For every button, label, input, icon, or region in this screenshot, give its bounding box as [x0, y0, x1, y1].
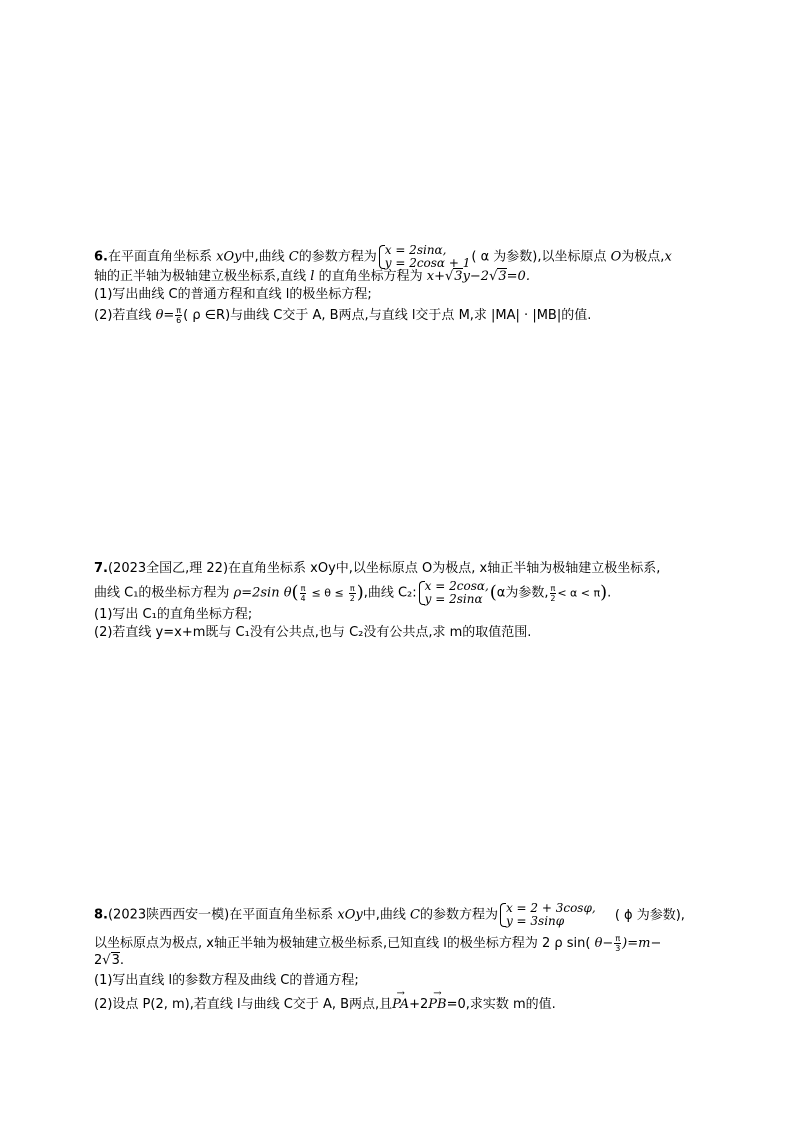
problem-number: 6. — [94, 249, 108, 265]
problem-number: 7. — [94, 561, 108, 576]
problem-6-line-1: 6.在平面直角坐标系 xOy中,曲线 C的参数方程为 x = 2sinα, y = 2cosα + 1 ( α 为参数),以坐标原点 O为极点,x — [94, 243, 672, 270]
problem-8-line-1: 8.(2023陕西西安一模)在平面直角坐标系 xOy中,曲线 C的参数方程为 x = 2 + 3cosφ, y = 3sinφ ( ϕ 为参数), — [94, 901, 685, 928]
question-2: (2)若直线 y=x+m既与 C₁没有公共点,也与 C₂没有公共点,求 m的取值范围. — [94, 625, 532, 640]
parametric-system: x = 2sinα, y = 2cosα + 1 — [378, 244, 471, 270]
question-1: (1)写出曲线 C的普通方程和直线 l的极坐标方程; — [94, 287, 372, 302]
problem-number: 8. — [94, 907, 108, 923]
problem-8 — [94, 902, 714, 1014]
problem-7-line-1: 7.(2023全国乙,理 22)在直角坐标系 xOy中,以坐标原点 O为极点, x轴正半轴为极轴建立极坐标系, — [94, 561, 661, 576]
problem-6-line-2: 轴的正半轴为极轴建立极坐标系,直线 l 的直角坐标方程为 x+√3y−2√3=0. — [94, 269, 530, 284]
vector-pb: → PB — [428, 996, 446, 1014]
problem-8-line-2: 以坐标原点为极点, x轴正半轴为极轴建立极坐标系,已知直线 l的极坐标方程为 2 ρ sin( θ− $\frac{\pi}{3}$ )=m− — [94, 934, 662, 953]
parametric-system: x = 2cosα, y = 2sinα — [418, 580, 489, 606]
parametric-system: x = 2 + 3cosφ, y = 3sinφ — [499, 902, 596, 928]
question-1: (1)写出 C₁的直角坐标方程; — [94, 607, 253, 622]
question-1: (1)写出直线 l的参数方程及曲线 C的普通方程; — [94, 973, 359, 988]
problem-7 — [94, 560, 714, 642]
vector-pa: → PA — [392, 996, 409, 1014]
question-2: (2)若直线 θ= $\frac{\pi}{6}$ ( ρ ∈R)与曲线 C交于 A, B两点,与直线 l交于点 M,求 |MA| · |MB|的值. — [94, 306, 592, 325]
line-equation: x+√3y−2√3=0. — [426, 269, 530, 284]
question-2: (2)设点 P(2, m),若直线 l与曲线 C交于 A, B两点,且→ PA+2→ PB=0,求实数 m的值. — [94, 996, 714, 1014]
fraction: $\frac{\pi}{6}$ — [176, 306, 182, 325]
problem-6 — [94, 244, 714, 324]
problem-7-line-2: 曲线 C₁的极坐标方程为 ρ=2sin θ( $\frac{\pi}{4}$ ≤ θ ≤ $\frac{\pi}{2}$ ),曲线 C₂: x = 2cosα, y = 2sinα (α为参数, $\frac{\pi}{2}$ < α < π). — [94, 579, 612, 606]
problem-8-line-3: 2√3. — [94, 953, 124, 968]
